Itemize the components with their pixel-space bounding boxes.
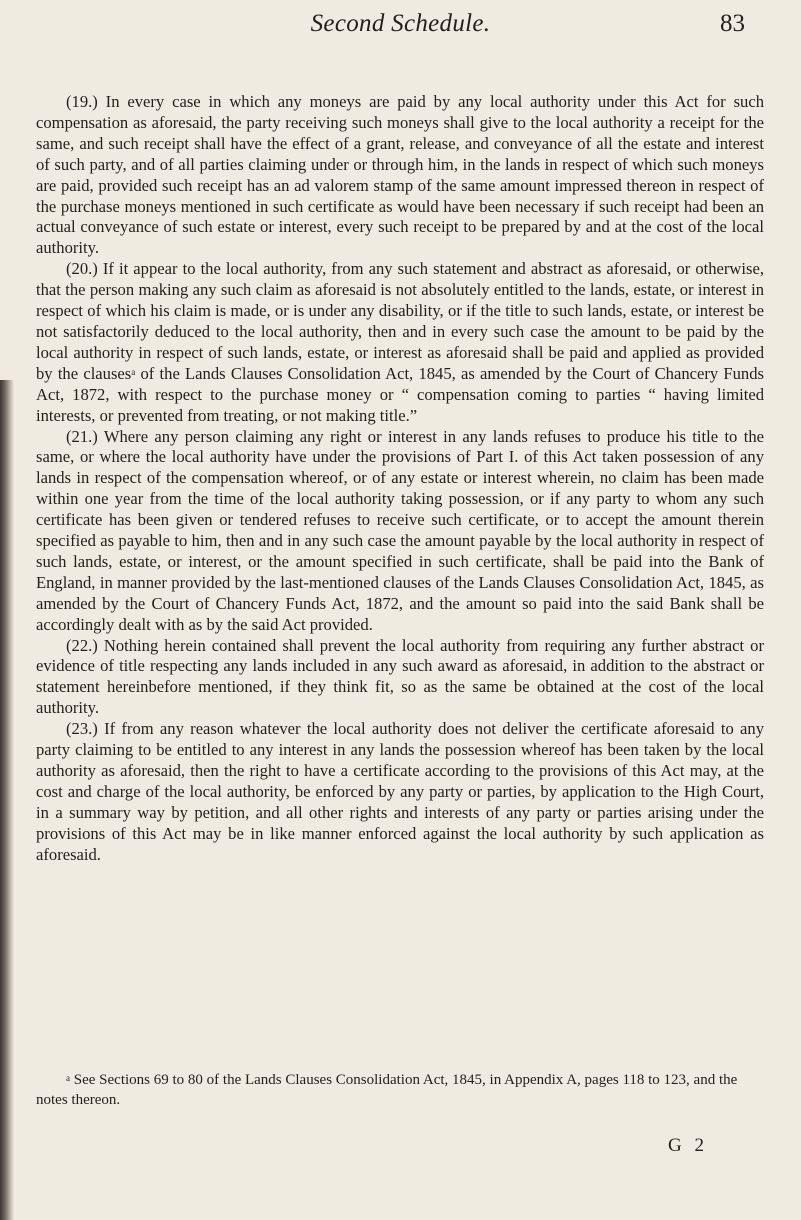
paragraph-20-text-continued: of the Lands Clauses Consolidation Act, 1845, as amended by the Court of Chancery Funds Act, 1872, with respect to the purchase money or “ compensation coming to parties “ having limited interests, or prevented from treating, or not making title.” [36, 363, 764, 425]
paragraph-21: (21.) Where any person claiming any right or interest in any lands refuses to produce his title to the same, or where the local authority have under the provisions of Part I. of this Act taken possession of any lands in respect of the compensation whereof, or of any estate or interest wherein, no claim has been made within one year from the time of the local authority taking possession, or if any party to whom any such certificate has been given or tendered refuses to receive such certificate, or to accept the amount therein specified as payable to him, then and in any such case the amount payable by the local authority in respect of such lands, estate, or interest, or the amount specified in such certificate, shall be paid into the Bank of England, in manner provided by the last-mentioned clauses of the Lands Clauses Consolidation Act, 1845, as amended by the Court of Chancery Funds Act, 1872, and the amount so paid into the said Bank shall be accordingly dealt with as by the said Act provided. [36, 426, 764, 634]
paragraph-22: (22.) Nothing herein contained shall prevent the local authority from requiring any further abstract or evidence of title respecting any lands included in any such award as aforesaid, in addition to the abstract or statement hereinbefore mentioned, if they think fit, so as the same be obtained at the cost of the local authority. [36, 635, 764, 718]
page-header [0, 10, 801, 50]
paragraph-19: (19.) In every case in which any moneys are paid by any local authority under this Act for such compensation as aforesaid, the party receiving such moneys shall give to the local authority a receipt for the same, and such receipt shall have the effect of a grant, release, and conveyance of all the estate and interest of such party, and of all parties claiming under or through him, in the lands in respect of which such moneys are paid, provided such receipt has an ad valorem stamp of the same amount impressed thereon in respect of the purchase moneys mentioned in such certificate as would have been necessary if such receipt had been an actual conveyance of such estate or interest, every such receipt to be prepared by and at the cost of the local authority. [36, 92, 764, 258]
paragraph-23: (23.) If from any reason whatever the local authority does not deliver the certificate aforesaid to any party claiming to be entitled to any interest in any lands the possession whereof has been taken by the local authority as aforesaid, then the right to have a certificate according to the provisions of this Act may, at the cost and charge of the local authority, be enforced by any party or parties, by application to the High Court, in a summary way by petition, and all other rights and interests of any party or parties arising under the provisions of this Act may be in like manner enforced against the local authority by such application as aforesaid. [36, 719, 764, 864]
paragraph-20 [36, 259, 764, 426]
binding-gutter-shadow [0, 380, 14, 1220]
footnote-mark: a [66, 1073, 70, 1083]
page-number: 83 [720, 10, 745, 37]
body-text [36, 92, 764, 866]
footnote [36, 1071, 764, 1110]
running-title: Second Schedule. [310, 10, 491, 37]
footnote-text: See Sections 69 to 80 of the Lands Clauses Consolidation Act, 1845, in Appendix A, pages 118 to 123, and the notes thereon. [36, 1072, 738, 1108]
paragraph-20-text: (20.) If it appear to the local authority, from any such statement and abstract as aforesaid, or otherwise, that the person making any such claim as aforesaid is not absolutely entitled to the lands, estate, or interest in respect of which his claim is made, or is under any disability, or if the title to such lands, estate, or interest be not satisfactorily deduced to the local authority, then and in every such case the amount to be paid by the local authority in respect of such lands, estate, or interest as aforesaid shall be paid and applied as provided by the clauses [36, 259, 764, 383]
footnote-reference-mark: a [131, 366, 136, 377]
signature-mark: G 2 [668, 1135, 708, 1156]
